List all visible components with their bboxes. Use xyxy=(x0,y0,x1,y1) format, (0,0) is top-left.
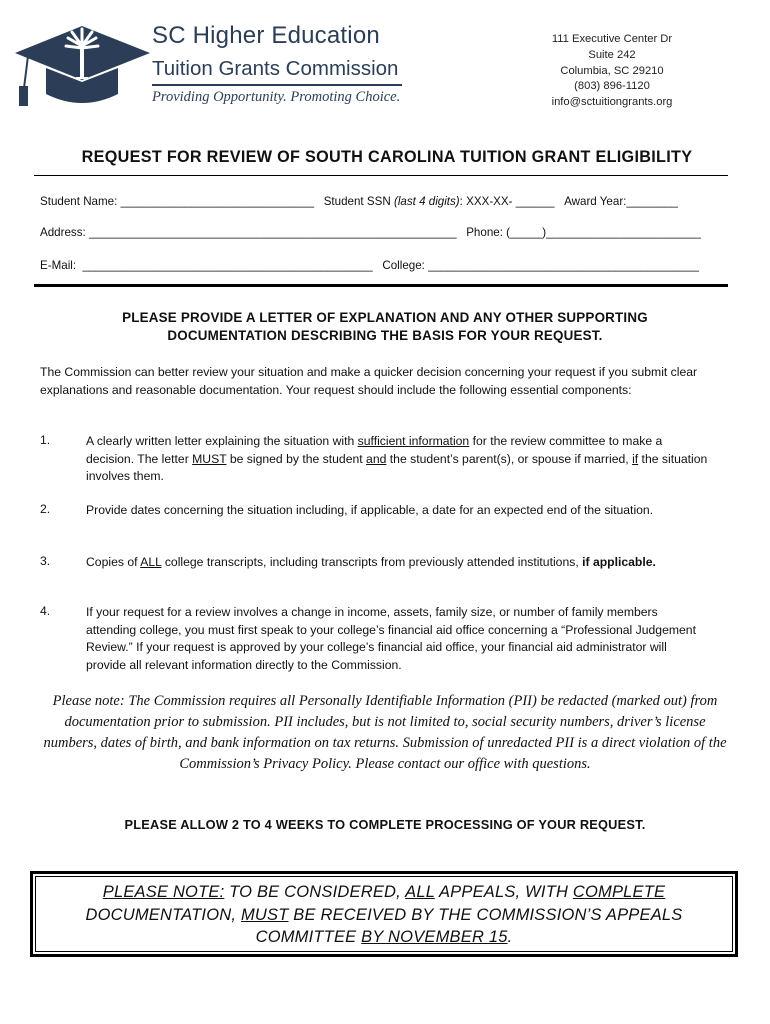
deadline-lead: PLEASE NOTE: xyxy=(102,883,225,901)
city-state-zip: Columbia, SC 29210 xyxy=(560,64,664,77)
deadline-text: DOCUMENTATION, xyxy=(85,905,241,924)
org-name: SC Higher Education xyxy=(152,22,380,49)
item-bold: if applicable. xyxy=(582,555,656,569)
request-heading-line1: PLEASE PROVIDE A LETTER OF EXPLANATION AND ANY OTHER SUPPORTING xyxy=(122,310,648,325)
item-text: college transcripts, including transcripts from previously attended institutions, xyxy=(161,555,583,569)
email-label: E-Mail: xyxy=(40,259,77,272)
student-name-field[interactable]: ______________________________ xyxy=(120,195,315,208)
item-number: 2. xyxy=(40,502,51,516)
phone-field[interactable]: Phone: (_____)________________________ xyxy=(466,226,701,239)
deadline-text: TO BE CONSIDERED, xyxy=(224,883,406,901)
deadline-text: APPEALS, WITH xyxy=(434,883,573,901)
processing-notice: PLEASE ALLOW 2 TO 4 WEEKS TO COMPLETE PROCESSING OF YOUR REQUEST. xyxy=(124,817,646,832)
list-item: If your request for a review involves a change in income, assets, family size, or number of family members attending college, you must first speak to your college’s financial aid office concerning a “Professional Judgement Review.” If your request is approved by your college’s financial aid office, your financial aid administrator will provide all relevant information directly to the Commission. xyxy=(86,605,696,672)
item-emphasis: MUST xyxy=(192,451,227,466)
address-row xyxy=(40,226,701,239)
list-item xyxy=(86,433,710,486)
item-number: 3. xyxy=(40,554,51,568)
item-text: A clearly written letter explaining the situation with xyxy=(86,434,358,448)
ssn-hint: (last 4 digits) xyxy=(393,195,460,208)
form-title: REQUEST FOR REVIEW OF SOUTH CAROLINA TUITION GRANT ELIGIBILITY xyxy=(81,148,693,166)
pii-note: Please note: The Commission requires all Personally Identifiable Information (PII) be redacted (marked out) from documentation prior to submission. PII includes, but is not limited to, social security numbers, driver’s license numbers, dates of birth, and bank information on tax returns. Submission of unredacted PII is a direct violation of the Commission’s Privacy Policy. Please contact our office with questions. xyxy=(43,693,727,772)
ssn-label: Student SSN xyxy=(323,195,391,208)
deadline-text: . xyxy=(507,928,513,946)
item-emphasis: if xyxy=(632,451,639,466)
email-row xyxy=(40,259,699,272)
email-field[interactable]: _____________________________________________ xyxy=(82,259,373,272)
ssn-field[interactable]: : XXX-XX- ______ xyxy=(459,195,555,208)
title-divider xyxy=(34,175,728,176)
request-heading-line2: DOCUMENTATION DESCRIBING THE BASIS FOR YOUR REQUEST. xyxy=(167,328,603,343)
item-text: the student’s parent(s), or spouse if married, xyxy=(386,451,633,466)
item-emphasis: ALL xyxy=(140,555,162,569)
item-number: 4. xyxy=(40,604,51,618)
graduation-cap-palmetto-icon xyxy=(10,18,160,116)
suite: Suite 242 xyxy=(588,48,636,61)
deadline-emphasis: ALL xyxy=(405,883,435,901)
street-address: 111 Executive Center Dr xyxy=(551,33,673,45)
student-name-label: Student Name: xyxy=(40,195,118,208)
list-item: Provide dates concerning the situation including, if applicable, a date for an expected end of the situation. xyxy=(86,503,654,517)
item-text: the situation involves them. xyxy=(86,451,708,484)
college-field[interactable]: __________________________________________ xyxy=(428,259,699,272)
deadline-emphasis: MUST xyxy=(240,905,289,924)
org-subtitle: Tuition Grants Commission xyxy=(152,57,399,80)
fields-divider xyxy=(34,284,728,287)
email-address[interactable]: info@sctuitiongrants.org xyxy=(551,96,673,109)
item-text: Copies of xyxy=(86,555,141,569)
deadline-emphasis: COMPLETE xyxy=(572,883,666,901)
address-label: Address: xyxy=(40,226,86,239)
award-year-field[interactable]: Award Year:________ xyxy=(564,195,678,208)
phone-number: (803) 896-1120 xyxy=(574,80,650,93)
college-label: College: xyxy=(382,259,425,272)
intro-paragraph: The Commission can better review your situation and make a quicker decision concerning your request if you submit clear explanations and reasonable documentation. Your request should include the following essential components: xyxy=(40,365,698,397)
deadline-notice xyxy=(40,881,728,949)
contact-block xyxy=(522,32,702,111)
deadline-text: BE RECEIVED BY THE COMMISSION’S APPEALS COMMITTEE xyxy=(255,905,683,946)
item-emphasis: sufficient information xyxy=(357,434,470,448)
deadline-date: BY NOVEMBER 15 xyxy=(361,928,508,946)
item-number: 1. xyxy=(40,433,51,447)
item-emphasis: and xyxy=(366,451,387,466)
item-text: for the review committee to make a decision. The letter xyxy=(86,434,663,466)
list-item xyxy=(86,554,710,572)
address-field[interactable]: _________________________________________________________ xyxy=(89,226,457,239)
item-text: be signed by the student xyxy=(226,451,367,466)
request-heading xyxy=(60,309,710,345)
logo-divider xyxy=(152,84,402,86)
org-tagline: Providing Opportunity. Promoting Choice. xyxy=(152,89,401,105)
student-info-row xyxy=(40,195,678,208)
